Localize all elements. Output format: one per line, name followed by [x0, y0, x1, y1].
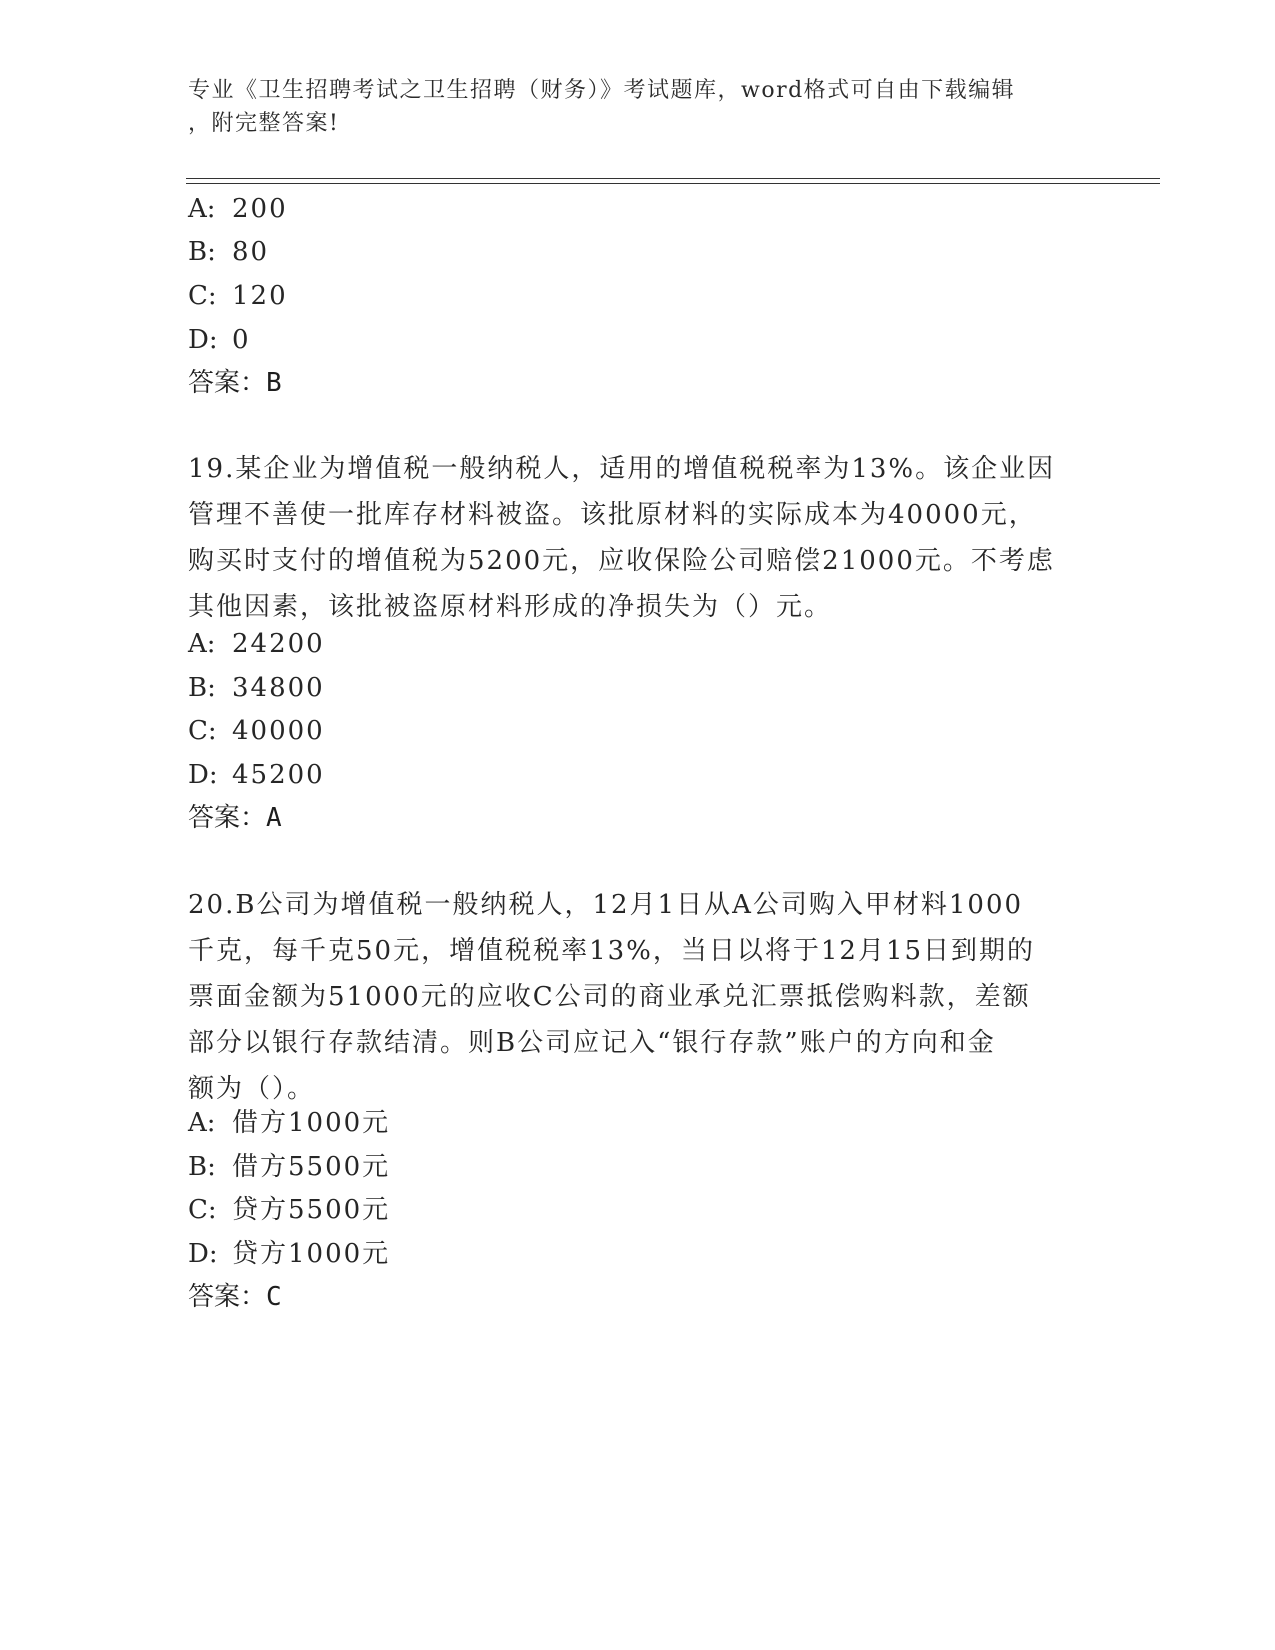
header-title-line: 专业《卫生招聘考试之卫生招聘（财务）》考试题库，word格式可自由下载编辑 [188, 78, 1016, 103]
answer-line: 答案：C [188, 1282, 282, 1312]
question-text-line: 20.B公司为增值税一般纳税人，12月1日从A公司购入甲材料1000 [188, 890, 1024, 920]
question-text-line: 部分以银行存款结清。则B公司应记入“银行存款”账户的方向和金 [188, 1028, 996, 1058]
option-b: B: 借方5500元 [188, 1152, 391, 1182]
question-text-line: 管理不善使一批库存材料被盗。该批原材料的实际成本为40000元， [188, 500, 1037, 530]
question-text-line: 票面金额为51000元的应收C公司的商业承兑汇票抵偿购料款，差额 [188, 982, 1031, 1012]
question-text-line: 千克，每千克50元，增值税税率13%，当日以将于12月15日到期的 [188, 936, 1036, 966]
option-a: A: 24200 [188, 629, 325, 659]
question-19 [188, 446, 1088, 630]
option-a: A: 200 [188, 194, 288, 224]
question-20 [188, 882, 1088, 1112]
answer-line: 答案：A [188, 803, 282, 833]
option-c: C: 40000 [188, 716, 325, 746]
header-title-line-2: ，附完整答案! [188, 111, 340, 136]
question-text-line: 其他因素，该批被盗原材料形成的净损失为（）元。 [188, 592, 833, 622]
answer-line: 答案：B [188, 368, 282, 398]
option-d: D: 45200 [188, 760, 325, 790]
header-divider-top [186, 178, 1160, 179]
option-c: C: 贷方5500元 [188, 1195, 391, 1225]
question-text-line: 购买时支付的增值税为5200元，应收保险公司赔偿21000元。不考虑 [188, 546, 1055, 576]
question-text-line: 额为（）。 [188, 1074, 316, 1104]
option-b: B: 34800 [188, 673, 325, 703]
option-c: C: 120 [188, 281, 288, 311]
option-a: A: 借方1000元 [188, 1108, 391, 1138]
question-text-line: 19.某企业为增值税一般纳税人，适用的增值税税率为13%。该企业因 [188, 454, 1056, 484]
option-d: D: 0 [188, 325, 251, 355]
option-b: B: 80 [188, 237, 270, 267]
header-divider-bottom [186, 183, 1160, 184]
document-header [188, 74, 1088, 140]
option-d: D: 贷方1000元 [188, 1239, 391, 1269]
